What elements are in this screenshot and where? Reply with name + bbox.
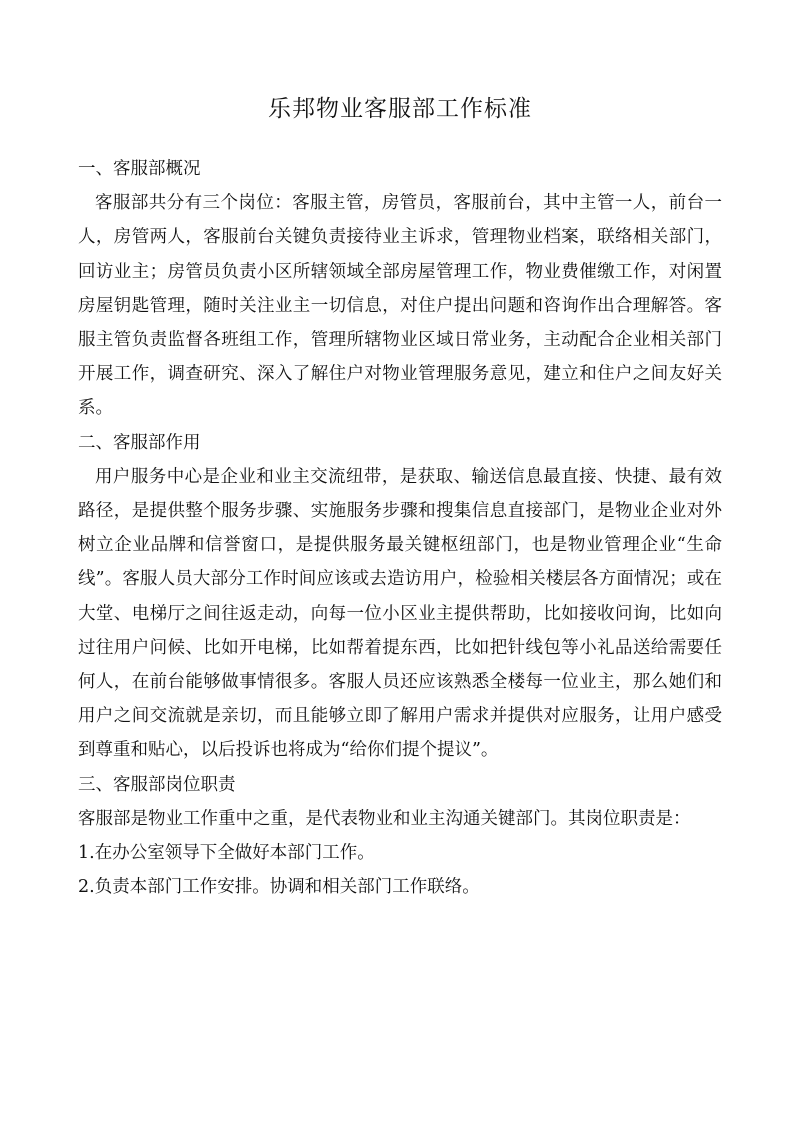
duty-list-item: 2.负责本部门工作安排。协调和相关部门工作联络。 <box>78 877 480 898</box>
section-role <box>78 426 722 768</box>
section-heading: 一、客服部概况 <box>78 159 201 179</box>
document-body <box>78 152 722 904</box>
section-heading: 三、客服部岗位职责 <box>78 774 236 795</box>
section-heading: 二、客服部作用 <box>78 432 201 453</box>
section-paragraph: 客服部共分有三个岗位：客服主管，房管员，客服前台，其中主管一人，前台一人，房管两人，客服前台关键负责接待业主诉求，管理物业档案，联络相关部门，回访业主；房管员负责小区所辖领域全部房屋管理工作，物业费催缴工作，对闲置房屋钥匙管理，随时关注业主一切信息，对住户提出问题和咨询作出合理解答。客服主管负责监督各班组工作，管理所辖物业区域日常业务，主动配合企业相关部门开展工作，调查研究、深入了解住户对物业管理服务意见，建立和住户之间友好关系。 <box>78 193 722 419</box>
section-paragraph: 用户服务中心是企业和业主交流纽带，是获取、输送信息最直接、快捷、最有效路径，是提供整个服务步骤、实施服务步骤和搜集信息直接部门，是物业企业对外树立企业品牌和信誉窗口，是提供服务最关键枢纽部门，也是物业管理企业“生命线”。客服人员大部分工作时间应该或去造访用户，检验相关楼层各方面情况；或在大堂、电梯厅之间往返走动，向每一位小区业主提供帮助，比如接收问询，比如向过往用户问候、比如开电梯，比如帮着提东西，比如把针线包等小礼品送给需要任何人，在前台能够做事情很多。客服人员还应该熟悉全楼每一位业主，那么她们和用户之间交流就是亲切，而且能够立即了解用户需求并提供对应服务，让用户感受到尊重和贴心，以后投诉也将成为“给你们提个提议”。 <box>78 466 722 761</box>
section-intro: 客服部是物业工作重中之重，是代表物业和业主沟通关键部门。其岗位职责是： <box>78 808 691 829</box>
section-overview <box>78 152 722 426</box>
section-duties <box>78 768 722 905</box>
document-title: 乐邦物业客服部工作标准 <box>268 96 532 122</box>
duty-list-item: 1.在办公室领导下全做好本部门工作。 <box>78 843 375 864</box>
